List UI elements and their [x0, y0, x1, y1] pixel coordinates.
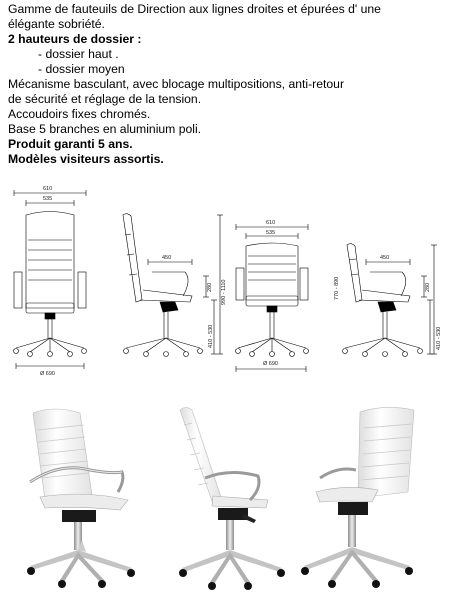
description-line: élégante sobriété.	[8, 17, 105, 31]
backrest-heights-title: 2 hauteurs de dossier :	[8, 32, 142, 46]
mechanism-line: de sécurité et réglage de la tension.	[8, 92, 202, 106]
visitor-models-line: Modèles visiteurs assortis.	[8, 152, 164, 166]
description-line: Gamme de fauteuils de Direction aux lignes droites et épurées d' une	[8, 2, 381, 16]
dimension-label: 450	[380, 255, 390, 261]
armrests-line: Accoudoirs fixes chromés.	[8, 107, 151, 121]
dimension-label: 610	[266, 220, 276, 226]
mid-back-front-drawing	[236, 224, 309, 372]
dimension-label: 990 - 1110	[221, 279, 227, 305]
mechanism-line: Mécanisme basculant, avec blocage multipositions, anti-retour	[8, 77, 345, 91]
dimension-label: 535	[43, 196, 53, 202]
warranty-line: Produit garanti 5 ans.	[8, 137, 133, 151]
dimension-label: 535	[266, 230, 276, 236]
chair-photo-side	[179, 408, 285, 591]
backrest-option: - dossier haut .	[38, 47, 119, 61]
dimension-label: Ø 690	[263, 361, 278, 367]
mid-back-side-drawing	[343, 244, 438, 357]
dimension-label: 410 - 530	[436, 326, 442, 350]
backrest-option: - dossier moyen	[38, 62, 125, 76]
dimension-label: 280	[207, 282, 213, 292]
dimension-label: 280	[425, 282, 431, 292]
chair-photo-back	[301, 407, 414, 588]
dimension-label: Ø 690	[40, 371, 55, 377]
dimension-label: 410 - 530	[208, 324, 214, 348]
high-back-front-drawing	[14, 190, 87, 369]
dimension-label: 450	[162, 255, 172, 261]
dimension-label: 770 - 890	[334, 276, 340, 300]
base-line: Base 5 branches en aluminium poli.	[8, 122, 202, 136]
dimension-label: 610	[43, 186, 53, 192]
chair-photo-front	[27, 409, 135, 588]
